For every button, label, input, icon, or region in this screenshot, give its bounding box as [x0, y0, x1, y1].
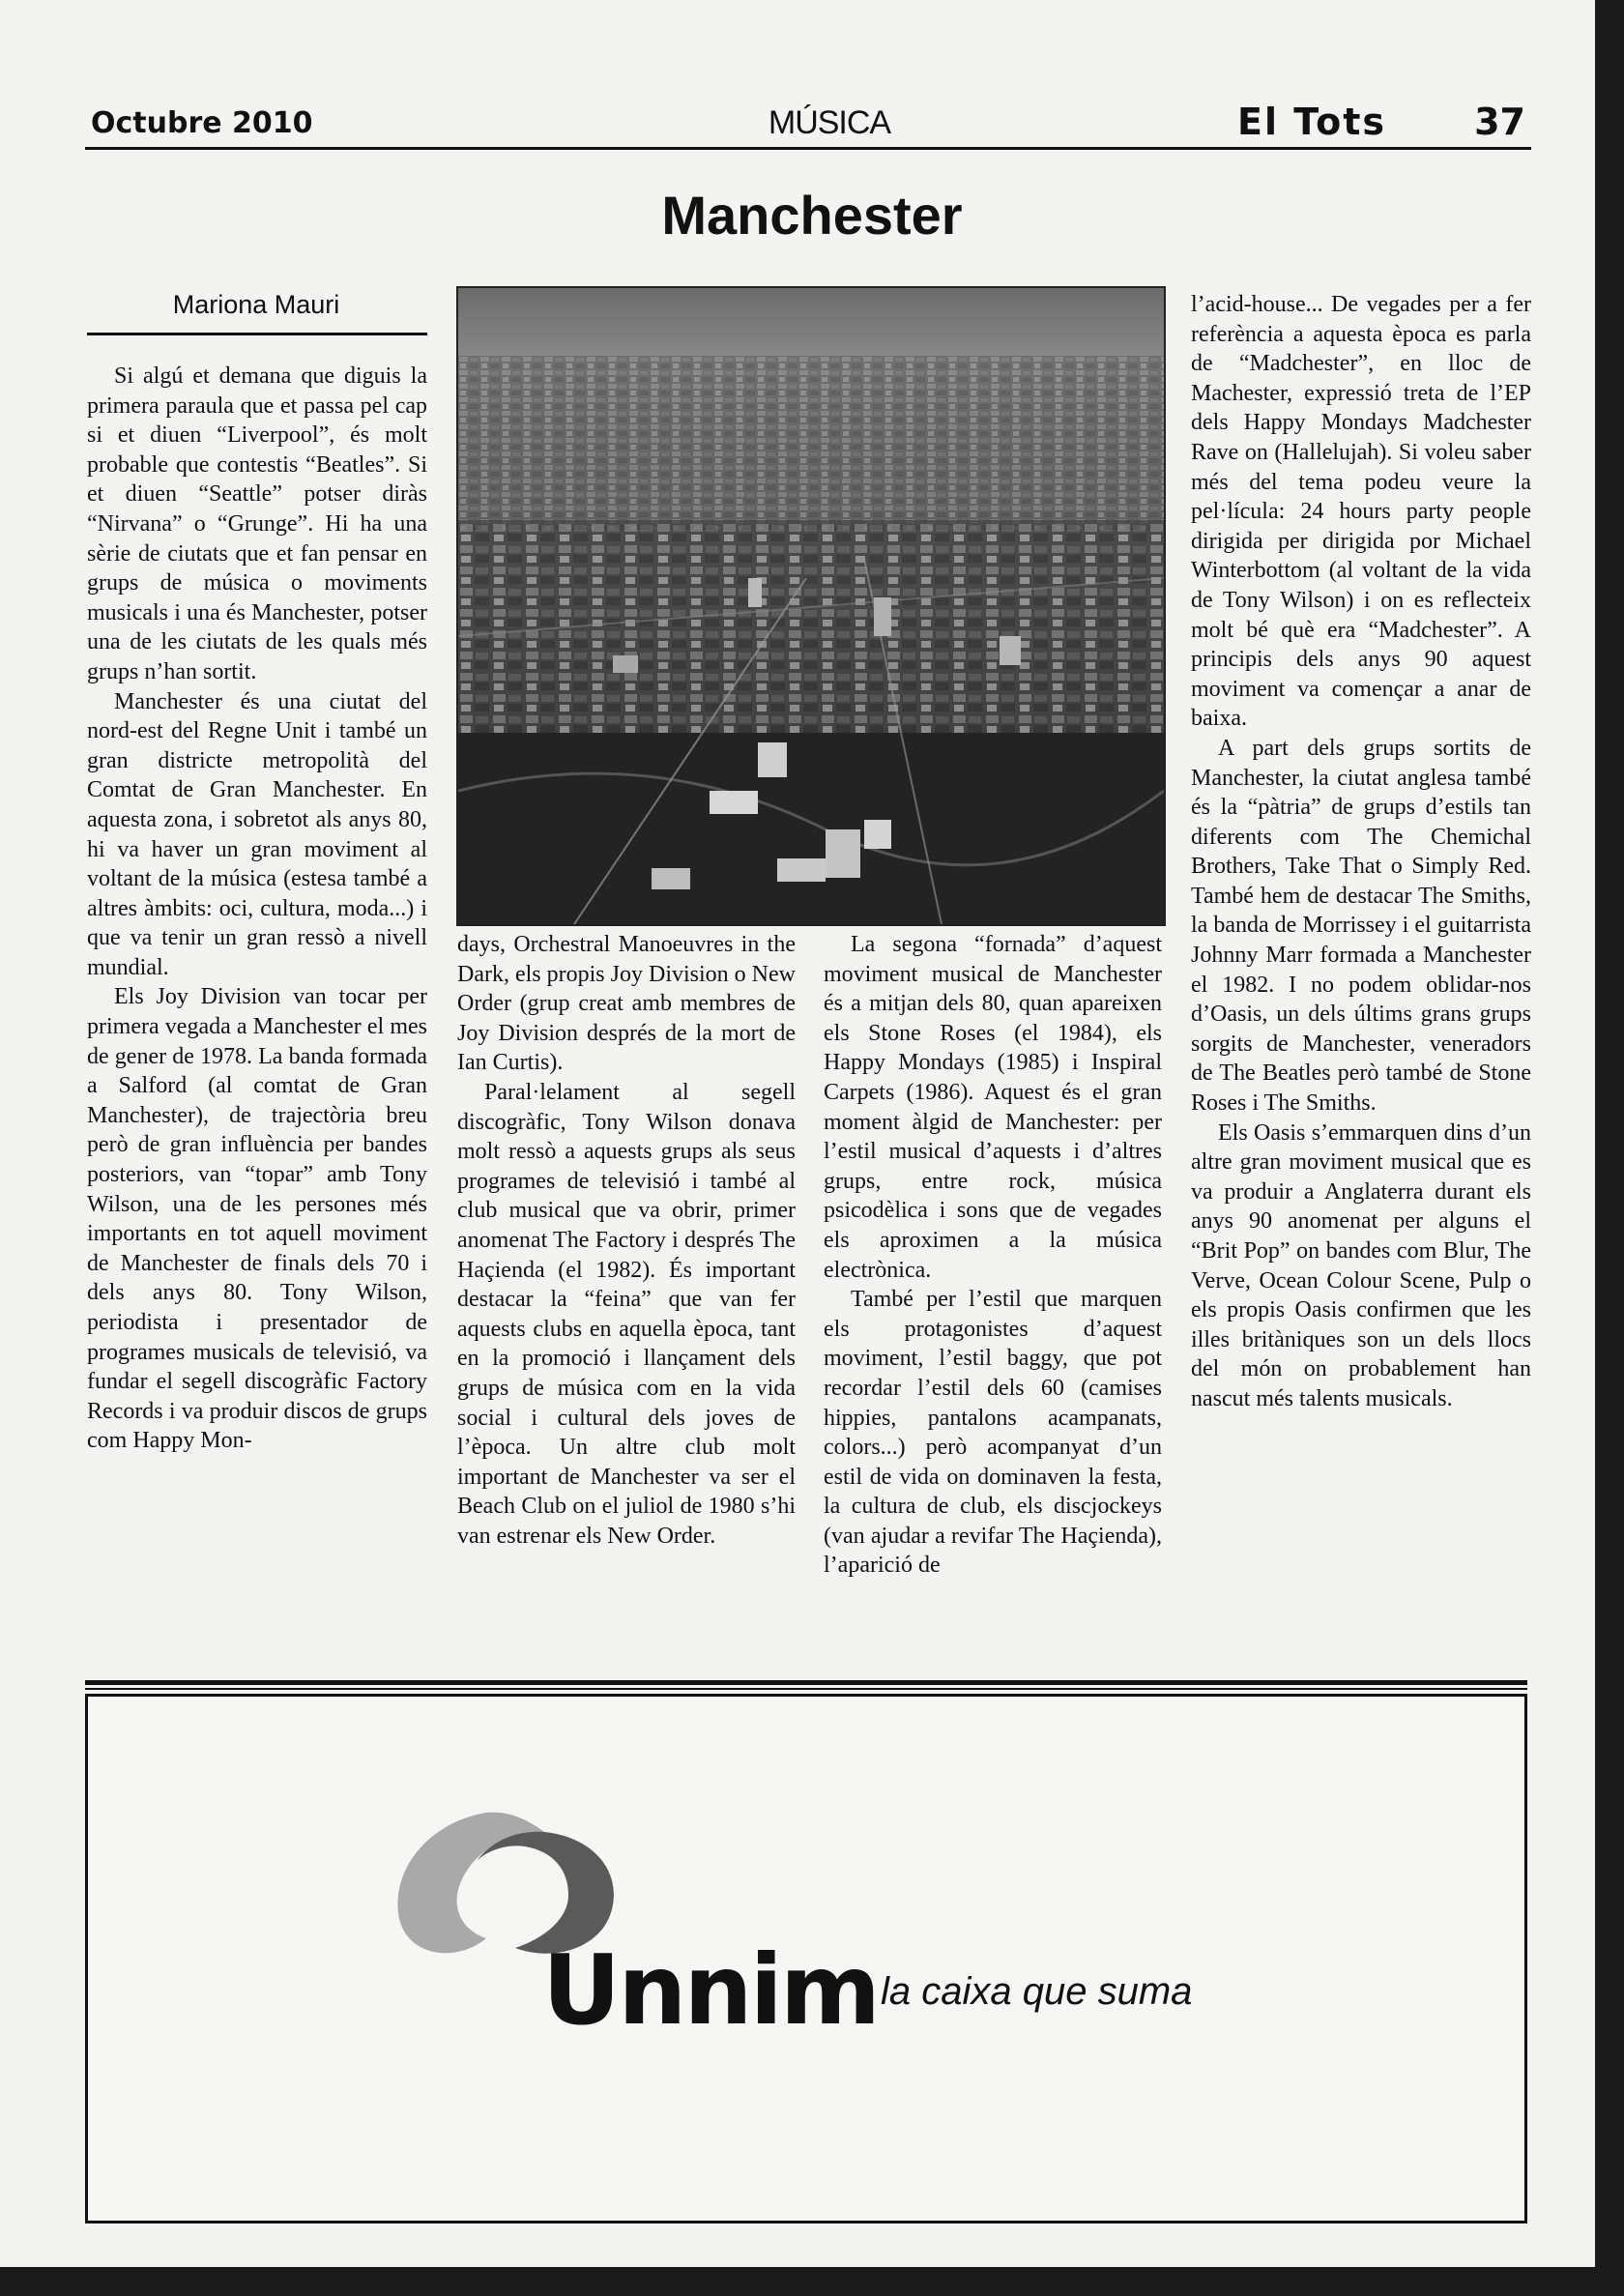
article-column-4: [1191, 290, 1531, 1414]
ad-top-rule-thin: [85, 1688, 1527, 1690]
publication-name: El Tots: [1237, 101, 1386, 143]
article-author: Mariona Mauri: [172, 290, 340, 319]
paragraph: A part dels grups sortits de Manchester, la ciutat anglesa també és la “pàtria” de grups d’estils tan diferents com The Chemichal Brothers, Take That o Simply Red. També hem de destacar The Smiths, la banda de Morrissey i el guitarrista Johnny Marr formada a Manchester el 1982. I no podem oblidar-nos d’Oasis, un dels últims grans grups sorgits de Manchester, veneradors de The Beatles però també de Stone Roses i The Smiths.: [1191, 735, 1531, 1117]
paragraph: Els Joy Division van tocar per primera vegada a Manchester el mes de gener de 1978. La banda formada a Salford (al comtat de Gran Manchester), de trajectòria breu però de gran influència per bandes posteriors, van “topar” amb Tony Wilson, una de les persones més importants en tot aquell moviment de Manchester de finals dels 70 i dels anys 80. Tony Wilson, periodista i presentador de programes musicals de televisió, va fundar el segell discogràfic Factory Records i va produir discos de grups com Happy Mon-: [87, 984, 427, 1454]
paragraph: La segona “fornada” d’aquest moviment musical de Manchester és a mitjan dels 80, quan apareixen els Stone Roses (el 1984), els Happy Mondays (1985) i Inspiral Carpets (1986). Aquest és el gran moment àlgid de Manchester: per l’estil musical d’aquests i d’altres grups, entre rock, música psicodèlica i sons que de vegades els aproximen a la música electrònica.: [824, 932, 1162, 1283]
article-column-2: [457, 930, 796, 1551]
brand-name: Unnim: [542, 1933, 879, 2047]
aerial-city-image: [458, 288, 1164, 924]
paragraph: l’acid-house... De vegades per a fer referència a aquesta època es parla de “Madchester”, en lloc de Machester, expressió treta de l’EP dels Happy Mondays Madchester Rave on (Hallelujah). Si voleu saber més del tema podeu veure la pel·lícula: 24 hours party people dirigida per dirigida por Michael Winterbottom (al voltant de la vida de Tony Wilson) i on es reflecteix molt bé què era “Madchester”. A principis dels anys 90 aquest moviment va començar a anar de baixa.: [1191, 292, 1531, 732]
article-title: Manchester: [661, 185, 963, 246]
paragraph: Manchester és una ciutat del nord-est del Regne Unit i també un gran districte metropolità del Comtat de Gran Manchester. En aquesta zona, i sobretot als anys 80, hi va haver un gran moviment al voltant de la música (estesa també a altres àmbits: oci, cultura, moda...) i que va tenir un gran ressò a nivell mundial.: [87, 688, 427, 980]
author-divider: [87, 333, 427, 335]
ad-top-rule: [85, 1680, 1527, 1685]
article-column-3: [824, 930, 1162, 1581]
paragraph: days, Orchestral Manoeuvres in the Dark, els propis Joy Division o New Order (grup creat amb membres de Joy Division després de la mort de Ian Curtis).: [457, 932, 796, 1076]
paragraph: Paral·lelament al segell discogràfic, Tony Wilson donava molt ressò a aquests grups als seus programes de televisió i també al club musical que va obrir, primer anomenat The Factory i després The Haçienda (el 1982). És important destacar la “feina” que van fer aquests clubs en aquella època, tant en la promoció i llançament dels grups de música com en la vida social i cultural dels joves de l’època. Un altre club molt important de Manchester va ser el Beach Club on el juliol de 1980 s’hi van estrenar els New Order.: [457, 1079, 796, 1549]
article-column-1: [87, 362, 427, 1456]
page-number: 37: [1474, 101, 1525, 143]
brand-tagline: la caixa que suma: [881, 1970, 1193, 2013]
issue-date: Octubre 2010: [91, 106, 313, 140]
page-header: [85, 99, 1531, 150]
unnim-advertisement: [85, 1694, 1527, 2223]
paragraph: Els Oasis s’emmarquen dins d’un altre gran moviment musical que es va produir a Anglaterra durant els anys 90 anomenat per alguns el “Brit Pop” on bandes com Blur, The Verve, Ocean Colour Scene, Pulp o els propis Oasis confirmen que les illes britàniques son un dels llocs del món on probablement han nascut més talents musicals.: [1191, 1119, 1531, 1411]
paragraph: Si algú et demana que diguis la primera paraula que et passa pel cap si et diuen “Liverpool”, és molt probable que contestis “Beatles”. Si et diuen “Seattle” potser diràs “Nirvana” o “Grunge”. Hi ha una sèrie de ciutats que et fan pensar en grups de música o moviments musicals i una és Manchester, potser una de les ciutats de les quals més grups n’han sortit.: [87, 363, 427, 684]
paragraph: També per l’estil que marquen els protagonistes d’aquest moviment, l’estil baggy, que pot recordar l’estil dels 60 (camises hippies, pantalons acampanats, colors...) però acompanyat d’un estil de vida on dominaven la festa, la cultura de club, els discjockeys (van ajudar a revifar The Haçienda), l’aparició de: [824, 1287, 1162, 1579]
section-name: MÚSICA: [768, 104, 891, 141]
aerial-photo-manchester: [456, 286, 1166, 926]
